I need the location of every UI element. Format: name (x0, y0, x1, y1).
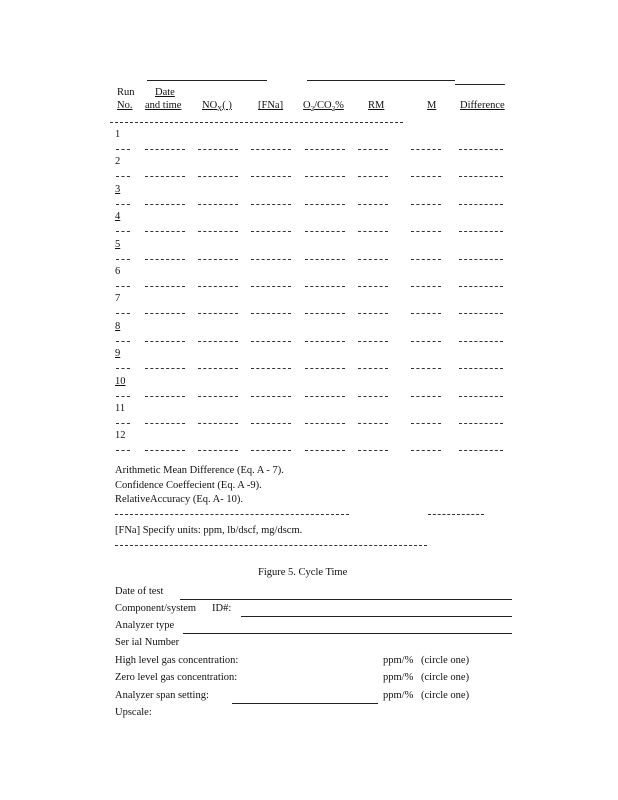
row-cell-line[interactable] (305, 176, 345, 177)
high-level-circle-one: (circle one) (421, 655, 470, 666)
row-cell-line[interactable] (459, 396, 503, 397)
high-level-ppm: ppm/% (383, 655, 414, 666)
row-cell-line[interactable] (411, 450, 441, 451)
row-cell-line[interactable] (116, 423, 130, 424)
row-cell-line[interactable] (198, 341, 238, 342)
row-cell-line[interactable] (305, 286, 345, 287)
figure-caption: Figure 5. Cycle Time (258, 567, 348, 578)
row-cell-line[interactable] (198, 313, 238, 314)
span-setting-label: Analyzer span setting: (115, 690, 209, 701)
upscale-label: Upscale: (115, 707, 152, 718)
row-cell-line[interactable] (358, 231, 388, 232)
run-number: 8 (115, 321, 121, 332)
span-setting-ppm: ppm/% (383, 690, 414, 701)
high-level-gas-label: High level gas concentration: (115, 655, 239, 666)
row-cell-line[interactable] (358, 368, 388, 369)
run-number: 9 (115, 348, 121, 359)
row-cell-line[interactable] (251, 396, 291, 397)
header-fna: [FNa] (258, 100, 284, 111)
run-number: 1 (115, 129, 121, 140)
row-cell-line[interactable] (198, 450, 238, 451)
row-cell-line[interactable] (198, 396, 238, 397)
row-cell-line[interactable] (305, 231, 345, 232)
row-cell-line[interactable] (411, 176, 441, 177)
run-number: 7 (115, 293, 121, 304)
row-cell-line[interactable] (411, 341, 441, 342)
row-cell-line[interactable] (145, 368, 185, 369)
header-top-rule-right (307, 80, 455, 81)
run-number: 5 (115, 239, 121, 250)
row-cell-line[interactable] (198, 423, 238, 424)
row-cell-line[interactable] (459, 341, 503, 342)
row-cell-line[interactable] (145, 231, 185, 232)
row-cell-line[interactable] (305, 450, 345, 451)
date-of-test-line[interactable] (180, 599, 512, 600)
row-cell-line[interactable] (251, 231, 291, 232)
row-cell-line[interactable] (459, 368, 503, 369)
row-cell-line[interactable] (411, 423, 441, 424)
header-top-rule-right-ext (455, 84, 505, 85)
row-cell-line[interactable] (358, 450, 388, 451)
zero-level-ppm: ppm/% (383, 672, 414, 683)
row-cell-line[interactable] (459, 176, 503, 177)
row-cell-line[interactable] (459, 286, 503, 287)
header-date-line2: and time (145, 100, 182, 111)
row-cell-line[interactable] (358, 259, 388, 260)
row-cell-line[interactable] (145, 313, 185, 314)
row-cell-line[interactable] (116, 341, 130, 342)
header-difference: Difference (460, 100, 505, 111)
zero-level-gas-label: Zero level gas concentration: (115, 672, 238, 683)
row-cell-line[interactable] (358, 286, 388, 287)
row-cell-line[interactable] (145, 176, 185, 177)
row-cell-line[interactable] (198, 259, 238, 260)
date-of-test-label: Date of test (115, 586, 164, 597)
row-cell-line[interactable] (145, 423, 185, 424)
row-cell-line[interactable] (145, 341, 185, 342)
run-number: 2 (115, 156, 121, 167)
serial-number-label: Ser ial Number (115, 637, 180, 648)
row-cell-line[interactable] (459, 259, 503, 260)
row-cell-line[interactable] (198, 149, 238, 150)
run-number: 3 (115, 184, 121, 195)
header-date-line1: Date (155, 87, 175, 98)
row-cell-line[interactable] (116, 368, 130, 369)
id-line[interactable] (241, 616, 512, 617)
run-number: 11 (115, 403, 126, 414)
row-cell-line[interactable] (116, 450, 130, 451)
row-cell-line[interactable] (145, 204, 185, 205)
row-cell-line[interactable] (145, 396, 185, 397)
zero-level-circle-one: (circle one) (421, 672, 470, 683)
header-m: M (427, 100, 437, 111)
row-cell-line[interactable] (411, 368, 441, 369)
row-cell-line[interactable] (305, 313, 345, 314)
row-cell-line[interactable] (145, 450, 185, 451)
header-o2-co2: $O_2/CO_2\%$ (303, 100, 344, 114)
row-cell-line[interactable] (116, 259, 130, 260)
span-setting-line[interactable] (232, 703, 378, 704)
row-cell-line[interactable] (411, 313, 441, 314)
row-cell-line[interactable] (116, 231, 130, 232)
row-cell-line[interactable] (116, 286, 130, 287)
row-cell-line[interactable] (251, 286, 291, 287)
row-cell-line[interactable] (116, 204, 130, 205)
span-setting-circle-one: (circle one) (421, 690, 470, 701)
row-cell-line[interactable] (358, 149, 388, 150)
row-cell-line[interactable] (198, 176, 238, 177)
row-cell-line[interactable] (459, 423, 503, 424)
row-cell-line[interactable] (251, 149, 291, 150)
row-cell-line[interactable] (305, 259, 345, 260)
row-cell-line[interactable] (459, 204, 503, 205)
row-cell-line[interactable] (358, 313, 388, 314)
row-cell-line[interactable] (198, 286, 238, 287)
id-label: ID#: (212, 603, 232, 614)
row-cell-line[interactable] (116, 396, 130, 397)
fna-units-note: [FNa] Specify units: ppm, lb/dscf, mg/dscm. (115, 525, 303, 536)
note-confidence-coefficient: Confidence Coeffecient (Eq. A -9). (115, 480, 262, 491)
row-cell-line[interactable] (358, 204, 388, 205)
header-separator (110, 122, 403, 123)
header-rm: RM (368, 100, 385, 111)
run-number: 4 (115, 211, 121, 222)
row-cell-line[interactable] (358, 176, 388, 177)
row-cell-line[interactable] (459, 231, 503, 232)
row-cell-line[interactable] (251, 176, 291, 177)
row-cell-line[interactable] (251, 313, 291, 314)
analyzer-type-line[interactable] (183, 633, 512, 634)
row-cell-line[interactable] (251, 423, 291, 424)
row-cell-line[interactable] (459, 450, 503, 451)
header-run-line1: Run (117, 87, 135, 98)
row-cell-line[interactable] (116, 313, 130, 314)
row-cell-line[interactable] (198, 231, 238, 232)
row-cell-line[interactable] (305, 396, 345, 397)
row-cell-line[interactable] (305, 204, 345, 205)
row-cell-line[interactable] (411, 204, 441, 205)
row-cell-line[interactable] (305, 149, 345, 150)
row-cell-line[interactable] (251, 368, 291, 369)
row-cell-line[interactable] (251, 204, 291, 205)
row-cell-line[interactable] (411, 396, 441, 397)
row-cell-line[interactable] (145, 286, 185, 287)
analyzer-type-label: Analyzer type (115, 620, 175, 631)
note-relative-accuracy: RelativeAccuracy (Eq. A- 10). (115, 494, 243, 505)
row-cell-line[interactable] (305, 341, 345, 342)
row-cell-line[interactable] (459, 149, 503, 150)
header-nox: $NO_X$( ) (202, 100, 232, 114)
row-cell-line[interactable] (358, 423, 388, 424)
row-cell-line[interactable] (116, 176, 130, 177)
row-cell-line[interactable] (116, 149, 130, 150)
row-cell-line[interactable] (305, 368, 345, 369)
row-cell-line[interactable] (358, 396, 388, 397)
run-number: 6 (115, 266, 121, 277)
component-system-label: Component/system (115, 603, 197, 614)
header-run-line2: No. (117, 100, 133, 111)
notes-separator-right (428, 514, 484, 515)
row-cell-line[interactable] (198, 204, 238, 205)
note-arithmetic-mean: Arithmetic Mean Difference (Eq. A - 7). (115, 465, 284, 476)
row-cell-line[interactable] (251, 259, 291, 260)
row-cell-line[interactable] (358, 341, 388, 342)
row-cell-line[interactable] (305, 423, 345, 424)
notes-separator-left (115, 514, 349, 515)
row-cell-line[interactable] (411, 259, 441, 260)
run-number: 10 (115, 376, 126, 387)
row-cell-line[interactable] (459, 313, 503, 314)
row-cell-line[interactable] (251, 450, 291, 451)
row-cell-line[interactable] (251, 341, 291, 342)
row-cell-line[interactable] (411, 231, 441, 232)
row-cell-line[interactable] (198, 368, 238, 369)
run-number: 12 (115, 430, 126, 441)
row-cell-line[interactable] (411, 286, 441, 287)
row-cell-line[interactable] (145, 259, 185, 260)
row-cell-line[interactable] (411, 149, 441, 150)
row-cell-line[interactable] (145, 149, 185, 150)
fna-note-separator (115, 545, 427, 546)
header-top-rule-left (147, 80, 267, 81)
